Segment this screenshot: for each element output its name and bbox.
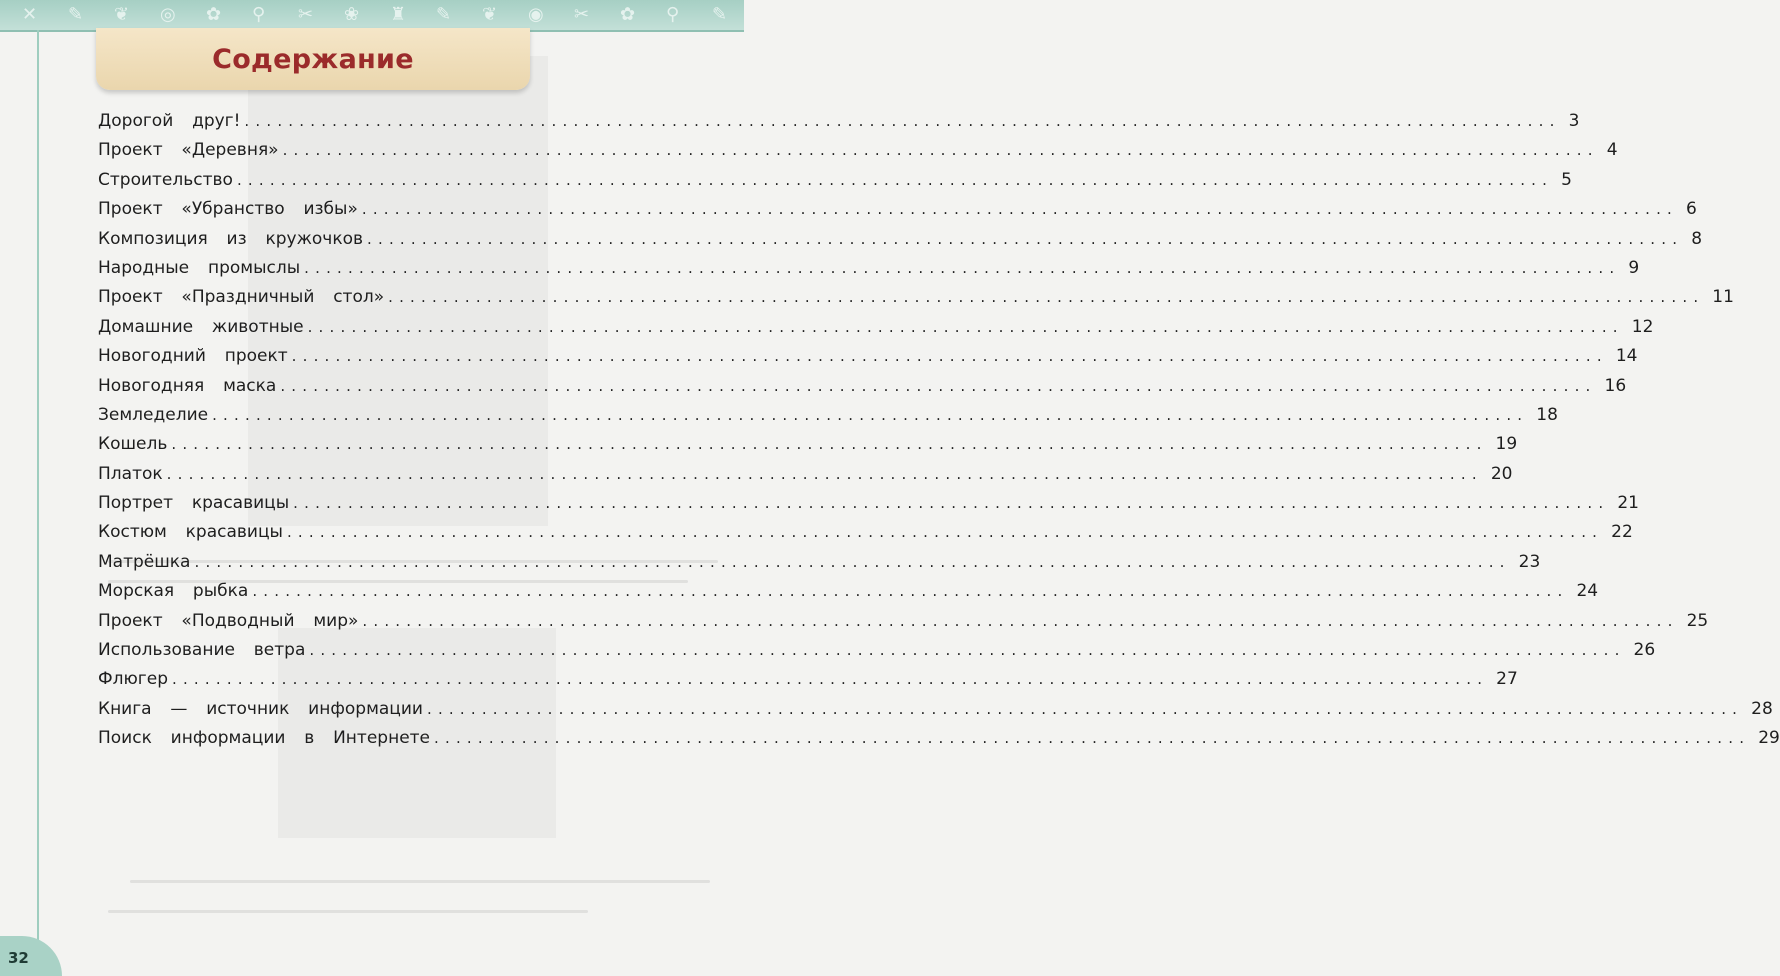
toc-entry	[98, 254, 1640, 283]
toc-entry	[98, 313, 1654, 342]
toc-leader-dots: ........................................................................................................................	[171, 435, 1488, 454]
toc-leader-dots: ........................................................................................................................	[388, 288, 1705, 307]
toc-entry	[98, 107, 1580, 136]
toc-entry-title: Домашние животные	[98, 316, 304, 337]
toc-entry-title: Морская рыбка	[98, 581, 249, 602]
toc-entry-page: 29	[1758, 728, 1780, 749]
toc-entry-page: 3	[1568, 111, 1580, 131]
page-number-tab	[0, 936, 62, 976]
toc-entry-title: Портрет красавицы	[98, 493, 290, 514]
title-banner	[96, 28, 530, 90]
toc-entry-title: Матрёшка	[98, 551, 191, 572]
toc-entry-title: Земледелие	[98, 404, 209, 425]
toc-entry	[98, 724, 1780, 753]
toc-entry-title: Использование ветра	[98, 640, 306, 661]
toc-entry-page: 5	[1561, 169, 1572, 190]
toc-leader-dots: ........................................................................................................................	[244, 112, 1561, 130]
toc-entry-page: 23	[1518, 551, 1541, 572]
toc-entry-title: Платок	[98, 463, 163, 484]
toc-entry-page: 21	[1617, 493, 1639, 514]
toc-entry-title: Проект «Праздничный стол»	[98, 287, 385, 308]
toc-entry-page: 11	[1712, 287, 1734, 308]
toc-entry-page: 20	[1490, 463, 1513, 484]
toc-entry	[98, 518, 1633, 547]
toc-entry	[98, 548, 1541, 577]
toc-entry	[98, 225, 1703, 254]
toc-entry-page: 26	[1633, 640, 1656, 661]
ornament-icon: ✎	[436, 4, 452, 25]
ornament-icon: ♜	[390, 4, 407, 25]
toc-entry	[98, 401, 1558, 430]
toc-entry	[98, 695, 1773, 724]
toc-entry	[98, 489, 1639, 518]
toc-leader-dots: ........................................................................................................................	[236, 170, 1554, 189]
toc-entry-page: 25	[1686, 610, 1709, 631]
toc-entry-page: 16	[1604, 375, 1627, 396]
ornament-icon: ✂	[574, 4, 590, 25]
toc-leader-dots: ........................................................................................................................	[309, 641, 1626, 660]
toc-entry	[98, 136, 1618, 165]
ornament-icon: ❀	[344, 4, 360, 25]
ornament-icon: ✂	[298, 4, 314, 25]
toc-leader-dots: ........................................................................................................................	[426, 699, 1744, 718]
toc-leader-dots: ........................................................................................................................	[212, 405, 1529, 424]
toc-leader-dots: ........................................................................................................................	[307, 317, 1624, 336]
toc-entry	[98, 607, 1709, 636]
toc-entry-title: Новогодний проект	[98, 346, 288, 367]
ornament-icon: ✿	[620, 4, 636, 25]
toc-entry-title: Костюм красавицы	[98, 522, 283, 543]
toc-entry-title: Строительство	[98, 169, 233, 190]
toc-leader-dots: ........................................................................................................................	[166, 464, 1483, 483]
toc-entry	[98, 342, 1638, 371]
toc-leader-dots: ........................................................................................................................	[291, 347, 1608, 366]
toc-entry-page: 24	[1576, 581, 1599, 602]
page-margin-line	[37, 30, 39, 976]
toc-leader-dots: ........................................................................................................................	[362, 611, 1679, 630]
toc-entry-title: Проект «Деревня»	[98, 140, 279, 161]
toc-entry-title: Народные промыслы	[98, 257, 301, 278]
toc-entry-title: Новогодняя маска	[98, 375, 277, 396]
toc-entry-title: Проект «Убранство избы»	[98, 199, 358, 220]
toc-entry	[98, 195, 1697, 224]
ornament-icon: ❦	[114, 4, 130, 25]
toc-entry-title: Книга — источник информации	[98, 698, 423, 719]
toc-leader-dots: ........................................................................................................................	[304, 258, 1621, 277]
toc-entry	[98, 372, 1627, 401]
ornament-icon: ✿	[206, 4, 222, 25]
ornament-icon: ✎	[68, 4, 84, 25]
toc-entry	[98, 430, 1518, 459]
show-through-line	[108, 910, 588, 913]
toc-entry-page: 28	[1751, 698, 1773, 719]
toc-entry	[98, 166, 1572, 195]
toc-entry-page: 27	[1496, 669, 1518, 690]
toc-leader-dots: ........................................................................................................................	[361, 200, 1679, 219]
toc-entry-page: 18	[1536, 404, 1558, 425]
toc-entry-page: 14	[1615, 346, 1638, 367]
toc-leader-dots: ........................................................................................................................	[434, 729, 1751, 748]
toc-entry-title: Дорогой друг!	[98, 111, 241, 131]
toc-entry-title: Кошель	[98, 434, 168, 455]
toc-entry-title: Флюгер	[98, 669, 168, 690]
toc-entry	[98, 577, 1599, 606]
toc-entry-page: 4	[1606, 140, 1618, 161]
toc-entry-page: 6	[1686, 199, 1697, 220]
toc-entry	[98, 665, 1518, 694]
toc-leader-dots: ........................................................................................................................	[286, 523, 1604, 542]
page-number: 32	[8, 949, 29, 967]
ornament-icon: ⚲	[252, 4, 266, 25]
ornament-icon: ✎	[712, 4, 728, 25]
toc-leader-dots: ........................................................................................................................	[282, 141, 1599, 160]
toc-entry-title: Композиция из кружочков	[98, 228, 364, 249]
toc-leader-dots: ........................................................................................................................	[293, 494, 1610, 513]
ornament-icon: ◎	[160, 4, 176, 25]
toc-entry	[98, 460, 1513, 489]
toc-leader-dots: ........................................................................................................................	[172, 670, 1489, 689]
ornament-icon: ⚲	[666, 4, 680, 25]
toc-entry-title: Поиск информации в Интернете	[98, 728, 431, 749]
toc-entry-page: 12	[1631, 316, 1654, 337]
toc-entry-page: 22	[1611, 522, 1633, 543]
ornament-icon: ◉	[528, 4, 544, 25]
show-through-line	[130, 880, 710, 883]
toc-entry-page: 8	[1691, 228, 1703, 249]
table-of-contents	[98, 107, 1780, 754]
toc-entry-page: 9	[1628, 257, 1640, 278]
toc-entry-title: Проект «Подводный мир»	[98, 610, 359, 631]
toc-entry-page: 19	[1495, 434, 1518, 455]
toc-leader-dots: ........................................................................................................................	[280, 376, 1597, 395]
toc-leader-dots: ........................................................................................................................	[367, 229, 1684, 248]
toc-entry	[98, 283, 1734, 312]
ornament-icon: ❦	[482, 4, 498, 25]
ornament-icon: ✕	[22, 4, 38, 25]
toc-leader-dots: ........................................................................................................................	[252, 582, 1569, 601]
toc-entry	[98, 636, 1656, 665]
toc-leader-dots: ........................................................................................................................	[194, 552, 1511, 571]
page-title: Содержание	[212, 43, 414, 75]
